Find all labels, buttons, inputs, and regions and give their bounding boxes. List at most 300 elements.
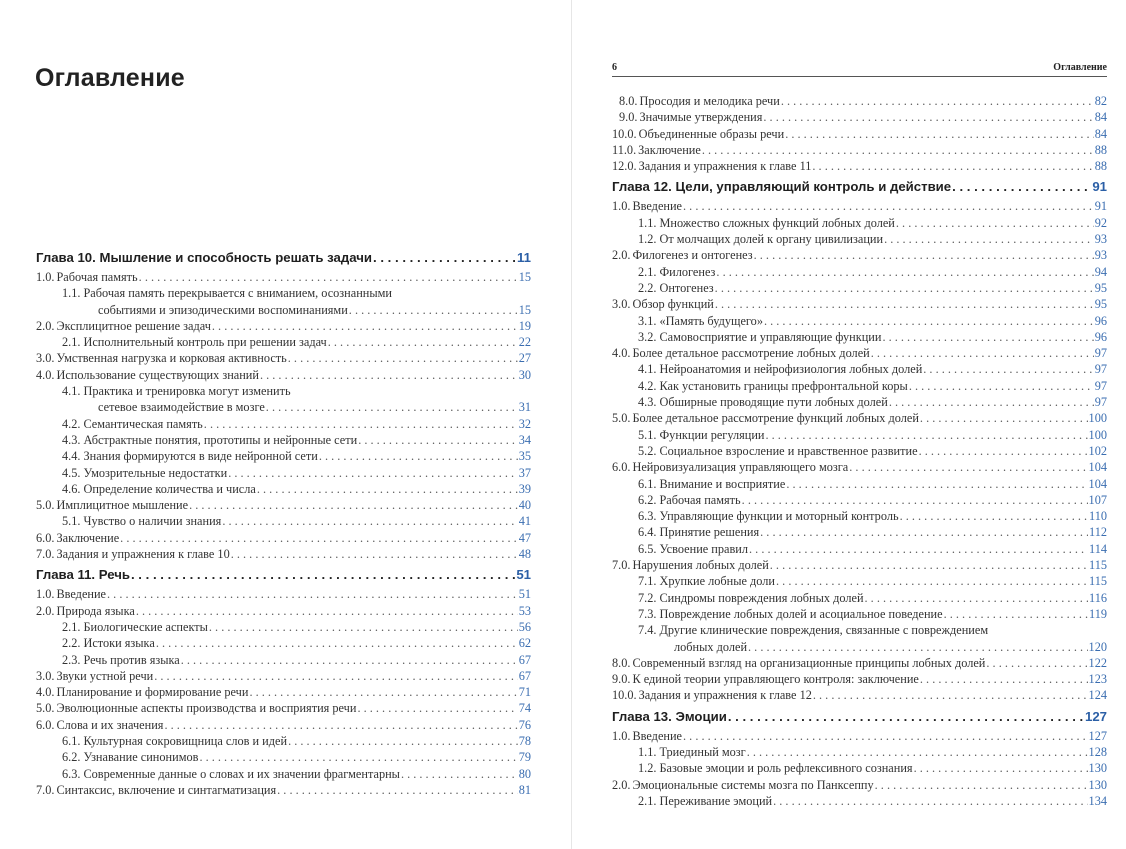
page-link[interactable]: 41 [518, 514, 531, 529]
section-number: 9.0. [612, 672, 631, 687]
page-link[interactable]: 91 [1092, 179, 1107, 195]
subsection-entry[interactable] [612, 744, 1107, 760]
section-entry[interactable] [612, 410, 1107, 426]
dot-leader [357, 700, 517, 716]
section-entry[interactable] [612, 109, 1107, 125]
page-link[interactable]: 96 [1094, 329, 1107, 344]
page-link[interactable]: 97 [1094, 346, 1107, 361]
section-number: 6.1. [62, 734, 81, 749]
section-entry[interactable] [612, 126, 1107, 142]
page-link[interactable]: 76 [518, 717, 531, 732]
section-title: «Память будущего» [659, 313, 763, 328]
section-entry[interactable] [36, 782, 531, 798]
chapter-entry[interactable] [36, 249, 531, 267]
page-link[interactable]: 51 [518, 587, 531, 602]
dot-leader [760, 524, 1088, 540]
section-entry[interactable] [612, 777, 1107, 793]
dot-leader [986, 655, 1087, 671]
page-link[interactable]: 27 [518, 351, 531, 366]
page-link[interactable]: 107 [1088, 492, 1107, 507]
section-number: 7.0. [36, 547, 55, 562]
chapter-title: Глава 13. Эмоции [612, 708, 727, 724]
subsection-entry[interactable] [612, 427, 1107, 443]
page-link[interactable]: 53 [518, 603, 531, 618]
section-title: Звуки устной речи [56, 668, 154, 683]
section-number: 2.1. [62, 619, 81, 634]
page-link[interactable]: 92 [1094, 215, 1107, 230]
section-title: Речь против языка [83, 652, 180, 667]
section-number: 2.1. [638, 793, 657, 808]
page-number: 6 [612, 62, 617, 73]
page-link[interactable]: 115 [1089, 558, 1107, 573]
page-link[interactable]: 97 [1094, 362, 1107, 377]
subsection-entry[interactable] [612, 606, 1107, 622]
section-title: Филогенез и онтогенез [632, 248, 753, 263]
dot-leader [812, 158, 1093, 174]
section-title: Знания формируются в виде нейронной сети [83, 449, 318, 464]
section-title: Современный взгляд на организационные принципы лобных долей [632, 655, 986, 670]
page-link[interactable]: 91 [1094, 199, 1107, 214]
section-number: 1.0. [612, 728, 631, 743]
section-number: 2.1. [638, 264, 657, 279]
dot-leader [139, 269, 518, 285]
section-title: Синдромы повреждения лобных долей [659, 590, 864, 605]
dot-leader [120, 530, 518, 546]
page-link[interactable]: 19 [518, 318, 531, 333]
subsection-entry[interactable] [612, 329, 1107, 345]
section-title: Введение [632, 728, 683, 743]
page-link[interactable]: 47 [518, 530, 531, 545]
subsection-entry[interactable] [36, 465, 531, 481]
dot-leader [131, 566, 515, 584]
section-title: Повреждение лобных долей и асоциальное поведение [659, 606, 943, 621]
page-link[interactable]: 78 [518, 734, 531, 749]
section-number: 7.0. [612, 558, 631, 573]
section-entry[interactable] [612, 728, 1107, 744]
page-link[interactable]: 127 [1084, 708, 1107, 724]
table-of-contents-left [36, 249, 531, 798]
section-number: 9.0. [619, 110, 638, 125]
page-link[interactable]: 84 [1094, 110, 1107, 125]
section-title: Объединенные образы речи [638, 126, 785, 141]
page-link[interactable]: 100 [1088, 411, 1107, 426]
section-title-continued: событиями и эпизодическими воспоминаниями [98, 302, 348, 317]
page-link[interactable]: 95 [1094, 297, 1107, 312]
section-title: Социальное взросление и нравственное развитие [659, 443, 918, 458]
page-link[interactable]: 11 [517, 250, 531, 265]
dot-leader [107, 586, 518, 602]
page-link[interactable]: 84 [1094, 126, 1107, 141]
page-link[interactable]: 67 [518, 652, 531, 667]
section-title: Обширные проводящие пути лобных долей [659, 395, 888, 410]
dot-leader [373, 249, 516, 267]
page-link[interactable]: 79 [518, 750, 531, 765]
dot-leader [288, 350, 518, 366]
subsection-entry[interactable] [612, 394, 1107, 410]
section-entry[interactable] [36, 668, 531, 684]
section-title: Нейроанатомия и нейрофизиология лобных долей [659, 362, 923, 377]
page-link[interactable]: 35 [518, 449, 531, 464]
dot-leader [683, 728, 1088, 744]
page-link[interactable]: 130 [1088, 777, 1107, 792]
dot-leader [277, 782, 518, 798]
section-number: 2.2. [638, 280, 657, 295]
subsection-entry[interactable] [612, 492, 1107, 508]
page-link[interactable]: 127 [1088, 728, 1107, 743]
chapter-entry[interactable] [36, 566, 531, 584]
subsection-entry[interactable] [36, 334, 531, 350]
section-number: 6.2. [638, 492, 657, 507]
subsection-entry[interactable] [612, 760, 1107, 776]
chapter-entry[interactable] [612, 708, 1107, 726]
subsection-entry[interactable] [36, 652, 531, 668]
section-title: Как установить границы префронтальной коры [659, 378, 908, 393]
dot-leader [944, 606, 1088, 622]
section-number: 6.0. [612, 460, 631, 475]
section-title: Семантическая память [83, 416, 203, 431]
section-number: 3.0. [36, 668, 55, 683]
section-title: Заключение [56, 530, 120, 545]
section-title: Задания и упражнения к главе 12 [638, 688, 812, 703]
section-number: 4.4. [62, 449, 81, 464]
toc-entry-continuation [612, 639, 1107, 655]
page-link[interactable]: 82 [1094, 94, 1107, 108]
section-title: Задания и упражнения к главе 10 [56, 547, 230, 562]
section-title: Множество сложных функций лобных долей [659, 215, 895, 230]
page-link[interactable]: 56 [518, 619, 531, 634]
toc-entry-line [36, 285, 531, 301]
page-link[interactable]: 134 [1088, 793, 1107, 808]
section-title: Более детальное рассмотрение лобных долей [632, 346, 870, 361]
section-number: 8.0. [612, 655, 631, 670]
dot-leader [923, 361, 1093, 377]
subsection-entry[interactable] [36, 432, 531, 448]
subsection-entry[interactable] [36, 619, 531, 635]
toc-entry-continuation [36, 399, 531, 415]
page-link[interactable]: 40 [518, 498, 531, 513]
section-title: Эксплицитное решение задач [56, 318, 211, 333]
dot-leader [785, 126, 1094, 142]
dot-leader [813, 687, 1088, 703]
section-number: 6.1. [638, 476, 657, 491]
chapter-entry[interactable] [612, 178, 1107, 196]
section-number: 1.0. [36, 587, 55, 602]
page-link[interactable]: 15 [518, 302, 531, 317]
section-title: Рабочая память [659, 492, 741, 507]
dot-leader [260, 367, 518, 383]
right-page [572, 0, 1126, 849]
page-link[interactable]: 96 [1094, 313, 1107, 328]
section-entry[interactable] [36, 318, 531, 334]
section-entry[interactable] [36, 350, 531, 366]
section-number: 6.4. [638, 525, 657, 540]
page-link[interactable]: 110 [1089, 509, 1107, 524]
section-number: 5.0. [36, 701, 55, 716]
section-entry[interactable] [612, 655, 1107, 671]
toc-entry-continuation [36, 302, 531, 318]
page-link[interactable]: 100 [1088, 427, 1107, 442]
page-link[interactable]: 39 [518, 481, 531, 496]
subsection-entry[interactable] [612, 590, 1107, 606]
dot-leader [164, 717, 517, 733]
subsection-entry[interactable] [612, 793, 1107, 809]
section-title: Нейровизуализация управляющего мозга [632, 460, 849, 475]
section-title: Рабочая память [56, 270, 138, 284]
page-link[interactable]: 62 [518, 636, 531, 651]
dot-leader [257, 481, 518, 497]
section-title: Базовые эмоции и роль рефлексивного сознания [659, 761, 913, 776]
subsection-entry[interactable] [36, 749, 531, 765]
section-entry[interactable] [612, 345, 1107, 361]
section-entry[interactable] [36, 586, 531, 602]
dot-leader [358, 432, 518, 448]
section-number: 5.1. [62, 514, 81, 529]
dot-leader [728, 708, 1084, 726]
chapter-title: Глава 10. Мышление и способность решать задачи [36, 250, 373, 265]
page-link[interactable]: 115 [1089, 574, 1107, 589]
page-link[interactable]: 124 [1088, 688, 1107, 703]
page-link[interactable]: 32 [518, 416, 531, 431]
section-number: 5.1. [638, 427, 657, 442]
page-link[interactable]: 94 [1094, 264, 1107, 279]
dot-leader [849, 459, 1087, 475]
section-number: 6.3. [638, 509, 657, 524]
section-entry[interactable] [36, 367, 531, 383]
page-link[interactable]: 95 [1094, 280, 1107, 295]
section-entry[interactable] [36, 717, 531, 733]
subsection-entry[interactable] [612, 215, 1107, 231]
section-title: Заключение [638, 142, 701, 157]
dot-leader [920, 410, 1088, 426]
toc-entry[interactable] [612, 622, 1107, 655]
dot-leader [209, 619, 518, 635]
section-title: Обзор функций [632, 297, 714, 312]
section-entry[interactable] [612, 158, 1107, 174]
page-link[interactable]: 22 [518, 335, 531, 350]
dot-leader [715, 280, 1094, 296]
page-link[interactable]: 81 [518, 782, 531, 797]
page-link[interactable]: 34 [518, 432, 531, 447]
page-link[interactable]: 97 [1094, 395, 1107, 410]
section-entry[interactable] [612, 142, 1107, 158]
dot-leader [889, 394, 1094, 410]
dot-leader [865, 590, 1088, 606]
page-link[interactable]: 31 [518, 400, 531, 415]
page-link[interactable]: 104 [1088, 476, 1107, 491]
section-number: 1.1. [638, 744, 657, 759]
dot-leader [319, 448, 518, 464]
section-number: 1.1. [638, 215, 657, 230]
dot-leader [764, 313, 1094, 329]
section-title: Практика и тренировка могут изменить [83, 384, 291, 399]
section-number: 8.0. [619, 94, 638, 108]
section-title: Абстрактные понятия, прототипы и нейронные сети [83, 432, 358, 447]
subsection-entry[interactable] [612, 541, 1107, 557]
page-link[interactable]: 114 [1089, 541, 1107, 556]
section-number: 7.2. [638, 590, 657, 605]
section-number: 7.3. [638, 606, 657, 621]
section-number: 3.1. [638, 313, 657, 328]
section-entry[interactable] [612, 671, 1107, 687]
page-link[interactable]: 30 [518, 367, 531, 382]
section-entry[interactable] [36, 603, 531, 619]
dot-leader [882, 329, 1093, 345]
subsection-entry[interactable] [612, 378, 1107, 394]
dot-leader [228, 465, 518, 481]
subsection-entry[interactable] [36, 635, 531, 651]
section-title: Исполнительный контроль при решении задач [83, 335, 327, 350]
section-title: Чувство о наличии знания [83, 514, 222, 529]
section-title: Планирование и формирование речи [56, 685, 249, 700]
section-title: Онтогенез [659, 280, 714, 295]
section-title: Умозрительные недостатки [83, 465, 228, 480]
page-link[interactable]: 93 [1094, 232, 1107, 247]
dot-leader [952, 178, 1091, 196]
section-number: 4.3. [638, 395, 657, 410]
section-number: 2.1. [62, 335, 81, 350]
section-number: 6.0. [36, 530, 55, 545]
section-number: 7.0. [36, 782, 55, 797]
section-number: 3.2. [638, 329, 657, 344]
page-link[interactable]: 71 [518, 685, 531, 700]
section-title: Природа языка [56, 603, 135, 618]
page-link[interactable]: 67 [518, 668, 531, 683]
section-entry[interactable] [612, 247, 1107, 263]
section-number: 4.0. [612, 346, 631, 361]
page-link[interactable]: 116 [1089, 590, 1107, 605]
section-title: Другие клинические повреждения, связанные с повреждением [659, 623, 989, 638]
section-entry[interactable] [612, 93, 1107, 109]
page-link[interactable]: 122 [1088, 655, 1107, 670]
running-header [612, 62, 1107, 77]
subsection-entry[interactable] [36, 481, 531, 497]
section-entry[interactable] [36, 700, 531, 716]
subsection-entry[interactable] [612, 231, 1107, 247]
subsection-entry[interactable] [612, 361, 1107, 377]
section-entry[interactable] [612, 687, 1107, 703]
page-link[interactable]: 74 [518, 701, 531, 716]
dot-leader [920, 671, 1088, 687]
section-entry[interactable] [36, 546, 531, 562]
page-link[interactable]: 119 [1089, 606, 1107, 621]
section-title: Введение [56, 587, 107, 602]
page-link[interactable]: 102 [1088, 443, 1107, 458]
section-number: 1.2. [638, 232, 657, 247]
dot-leader [754, 247, 1094, 263]
section-entry[interactable] [612, 557, 1107, 573]
subsection-entry[interactable] [36, 448, 531, 464]
dot-leader [266, 399, 518, 415]
subsection-entry[interactable] [612, 476, 1107, 492]
subsection-entry[interactable] [612, 280, 1107, 296]
page-link[interactable]: 48 [518, 547, 531, 562]
subsection-entry[interactable] [612, 508, 1107, 524]
section-number: 1.2. [638, 761, 657, 776]
section-title: Переживание эмоций [659, 793, 773, 808]
subsection-entry[interactable] [612, 443, 1107, 459]
section-title: Синтаксис, включение и синтагматизация [56, 782, 277, 797]
page-link[interactable]: 104 [1088, 460, 1107, 475]
page-link[interactable]: 112 [1089, 525, 1107, 540]
section-title: Определение количества и числа [83, 481, 256, 496]
section-title: Эволюционные аспекты производства и восприятия речи [56, 701, 357, 716]
section-number: 4.2. [62, 416, 81, 431]
subsection-entry[interactable] [36, 416, 531, 432]
section-number: 1.0. [612, 199, 631, 214]
page-link[interactable]: 37 [518, 465, 531, 480]
section-number: 1.0. [36, 270, 55, 284]
dot-leader [716, 264, 1093, 280]
dot-leader [749, 541, 1088, 557]
section-title: Рабочая память перекрывается с вниманием, осознанными [83, 286, 392, 301]
page-link[interactable]: 88 [1094, 142, 1107, 157]
page-link[interactable]: 51 [516, 567, 531, 583]
section-title: От молчащих долей к органу цивилизации [659, 232, 884, 247]
dot-leader [786, 476, 1087, 492]
table-of-contents-right [612, 93, 1107, 809]
section-title: Умственная нагрузка и корковая активность [56, 351, 287, 366]
section-title: Значимые утверждения [639, 110, 763, 125]
section-number: 12.0. [612, 159, 637, 174]
section-title: Усвоение правил [659, 541, 749, 556]
dot-leader [884, 231, 1094, 247]
section-entry[interactable] [36, 497, 531, 513]
page-link[interactable]: 130 [1088, 761, 1107, 776]
section-title: Принятие решения [659, 525, 760, 540]
dot-leader [349, 302, 518, 318]
section-title: Биологические аспекты [83, 619, 208, 634]
subsection-entry[interactable] [612, 524, 1107, 540]
section-entry[interactable] [36, 530, 531, 546]
page-link[interactable]: 15 [518, 270, 531, 284]
toc-entry[interactable] [36, 285, 531, 318]
subsection-entry[interactable] [36, 766, 531, 782]
toc-entry[interactable] [36, 383, 531, 416]
section-title: Нарушения лобных долей [632, 558, 769, 573]
dot-leader [871, 345, 1094, 361]
section-title: Функции регуляции [659, 427, 765, 442]
subsection-entry[interactable] [36, 733, 531, 749]
page-link[interactable]: 93 [1094, 248, 1107, 263]
subsection-entry[interactable] [36, 513, 531, 529]
subsection-entry[interactable] [612, 313, 1107, 329]
dot-leader [896, 215, 1094, 231]
section-number: 7.4. [638, 623, 657, 638]
section-entry[interactable] [612, 296, 1107, 312]
section-entry[interactable] [36, 269, 531, 285]
section-entry[interactable] [612, 198, 1107, 214]
page-link[interactable]: 80 [518, 766, 531, 781]
subsection-entry[interactable] [612, 573, 1107, 589]
section-entry[interactable] [612, 459, 1107, 475]
section-number: 6.5. [638, 541, 657, 556]
page-link[interactable]: 123 [1088, 672, 1107, 687]
section-number: 4.1. [638, 362, 657, 377]
section-entry[interactable] [36, 684, 531, 700]
page-link[interactable]: 97 [1094, 378, 1107, 393]
dot-leader [181, 652, 518, 668]
dot-leader [154, 668, 517, 684]
subsection-entry[interactable] [612, 264, 1107, 280]
page-link[interactable]: 120 [1088, 639, 1107, 654]
page-link[interactable]: 88 [1094, 159, 1107, 174]
section-number: 5.2. [638, 443, 657, 458]
section-title: Эмоциональные системы мозга по Панксеппу [632, 777, 874, 792]
section-title: Узнавание синонимов [83, 750, 199, 765]
dot-leader [900, 508, 1088, 524]
page-link[interactable]: 128 [1088, 744, 1107, 759]
section-title: Слова и их значения [56, 717, 164, 732]
